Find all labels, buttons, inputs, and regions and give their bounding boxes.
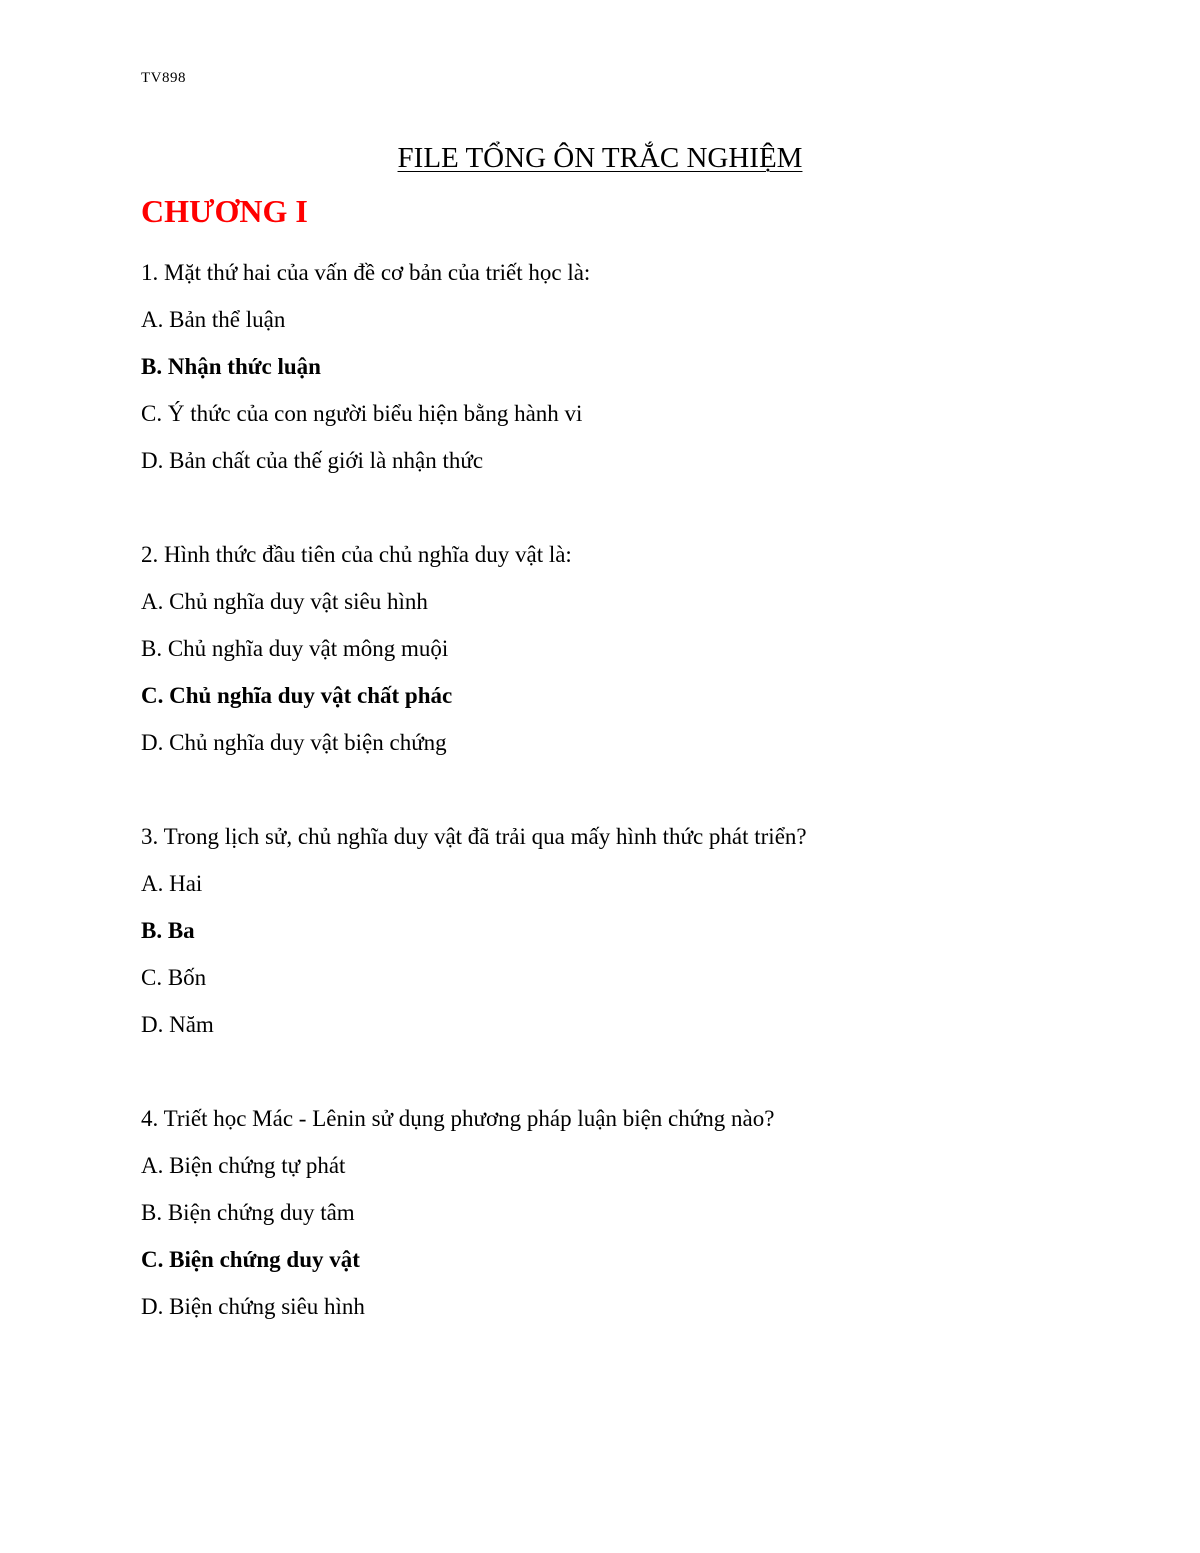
question-2 — [141, 531, 1091, 766]
question-text: 3. Trong lịch sử, chủ nghĩa duy vật đã trải qua mấy hình thức phát triển? — [141, 824, 807, 849]
option-b: B. Ba — [141, 918, 195, 943]
question-list — [141, 249, 1091, 1377]
option-c: C. Bốn — [141, 965, 207, 990]
question-1 — [141, 249, 1091, 484]
question-text: 4. Triết học Mác - Lênin sử dụng phương pháp luận biện chứng nào? — [141, 1106, 775, 1131]
option-c: C. Biện chứng duy vật — [141, 1247, 360, 1272]
option-d: D. Bản chất của thế giới là nhận thức — [141, 448, 484, 473]
option-d: D. Năm — [141, 1012, 214, 1037]
option-a: A. Bản thể luận — [141, 307, 286, 332]
question-text: 1. Mặt thứ hai của vấn đề cơ bản của triết học là: — [141, 260, 591, 285]
option-c: C. Chủ nghĩa duy vật chất phác — [141, 683, 453, 708]
question-text: 2. Hình thức đầu tiên của chủ nghĩa duy vật là: — [141, 542, 572, 567]
option-d: D. Chủ nghĩa duy vật biện chứng — [141, 730, 447, 755]
option-a: A. Biện chứng tự phát — [141, 1153, 346, 1178]
option-b: B. Biện chứng duy tâm — [141, 1200, 355, 1225]
option-b: B. Chủ nghĩa duy vật mông muội — [141, 636, 449, 661]
header-code: TV898 — [141, 70, 186, 86]
option-b: B. Nhận thức luận — [141, 354, 321, 379]
option-d: D. Biện chứng siêu hình — [141, 1294, 365, 1319]
document-title: FILE TỔNG ÔN TRẮC NGHIỆM — [397, 142, 803, 174]
option-a: A. Hai — [141, 871, 203, 896]
option-c: C. Ý thức của con người biểu hiện bằng hành vi — [141, 401, 583, 426]
question-3 — [141, 813, 1091, 1048]
chapter-heading: CHƯƠNG I — [141, 193, 308, 229]
question-4 — [141, 1095, 1091, 1330]
option-a: A. Chủ nghĩa duy vật siêu hình — [141, 589, 428, 614]
